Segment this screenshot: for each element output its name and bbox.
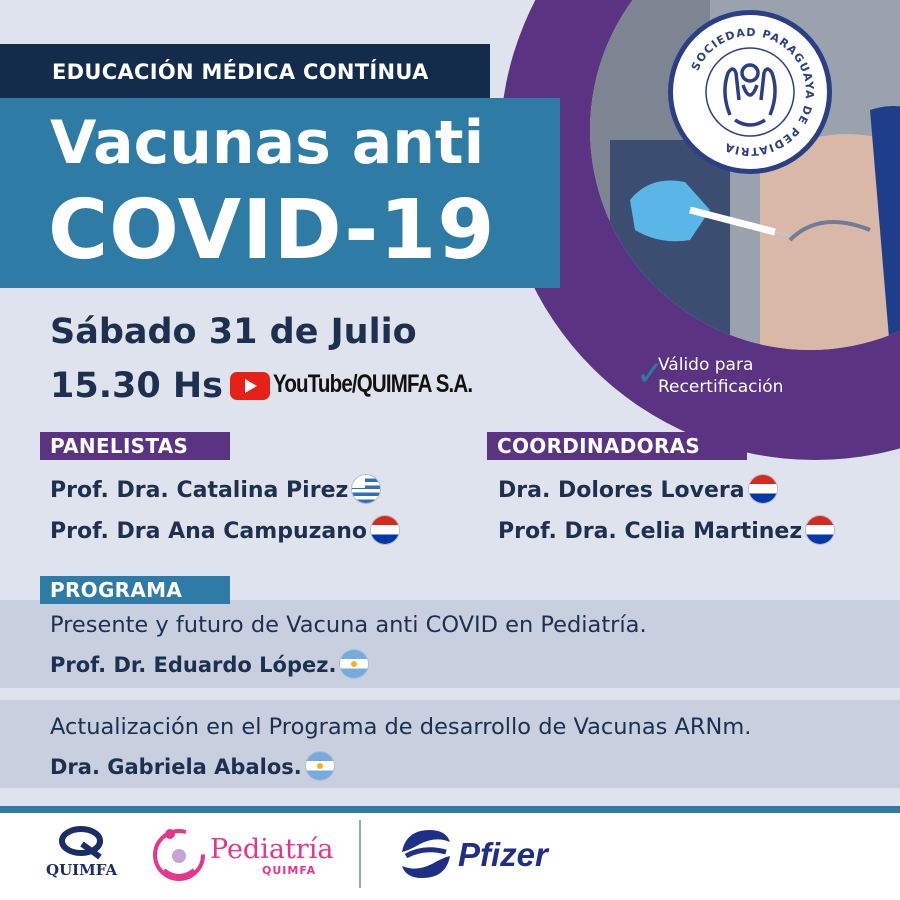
title-line2: COVID-19 <box>48 183 496 278</box>
panelists-label: PANELISTAS <box>40 432 230 460</box>
panelist-name: Prof. Dra Ana Campuzano <box>50 519 368 544</box>
speaker-name: Dra. Gabriela Abalos. <box>50 755 302 779</box>
program-item-1 <box>0 600 900 688</box>
quimfa-wordmark: QUIMFA <box>46 861 118 879</box>
program-topic: Presente y futuro de Vacuna anti COVID en Pediatría. <box>50 612 647 638</box>
kicker-text: EDUCACIÓN MÉDICA CONTÍNUA <box>52 60 429 84</box>
recertification-badge <box>658 354 783 398</box>
quimfa-logo-icon <box>58 826 104 860</box>
youtube-wordmark: YouTube <box>273 370 352 398</box>
badge-line2: Recertificación <box>658 377 784 397</box>
title-line1: Vacunas anti <box>50 108 485 178</box>
sociedad-paraguaya-pediatria-logo <box>668 10 832 174</box>
program-label: PROGRAMA <box>40 576 230 604</box>
uruguay-flag-icon <box>352 475 380 503</box>
sponsor-divider <box>359 820 361 888</box>
coordinator-name: Dra. Dolores Lovera <box>498 478 745 503</box>
pfizer-wordmark: Pfizer <box>458 836 548 873</box>
pediatria-quimfa-wordmark: QUIMFA <box>262 864 317 877</box>
pfizer-logo-icon <box>396 824 456 884</box>
program-speaker <box>50 752 334 780</box>
hands-child-emblem-icon <box>673 15 827 169</box>
paraguay-flag-icon <box>806 516 834 544</box>
youtube-channel[interactable] <box>273 370 472 399</box>
paraguay-flag-icon <box>371 516 399 544</box>
event-date: Sábado 31 de Julio <box>50 312 417 352</box>
pediatria-wordmark: Pediatría <box>210 834 334 865</box>
channel-name: /QUIMFA S.A. <box>351 370 473 398</box>
youtube-play-icon <box>230 372 270 400</box>
program-topic: Actualización en el Programa de desarrollo de Vacunas ARNm. <box>50 714 752 740</box>
coordinator-2 <box>498 516 834 544</box>
program-item-2 <box>0 700 900 788</box>
coordinator-name: Prof. Dra. Celia Martinez <box>498 519 803 544</box>
panelist-1 <box>50 475 380 503</box>
badge-line1: Válido para <box>658 355 754 375</box>
argentina-flag-icon <box>306 752 334 780</box>
footer-divider-line <box>0 806 900 813</box>
pediatria-quimfa-logo-icon <box>150 826 208 884</box>
coordinators-label: COORDINADORAS <box>487 432 747 460</box>
event-time: 15.30 Hs <box>50 366 224 406</box>
panelist-2 <box>50 516 399 544</box>
argentina-flag-icon <box>340 650 368 678</box>
svg-text:SOCIEDAD PARAGUAYA DE PEDIATRI: SOCIEDAD PARAGUAYA DE PEDIATRIA <box>688 25 817 159</box>
paraguay-flag-icon <box>749 475 777 503</box>
program-speaker <box>50 650 368 678</box>
panelist-name: Prof. Dra. Catalina Pirez <box>50 478 349 503</box>
coordinator-1 <box>498 475 777 503</box>
checkmark-icon: ✓ <box>636 354 665 394</box>
speaker-name: Prof. Dr. Eduardo López. <box>50 653 337 677</box>
